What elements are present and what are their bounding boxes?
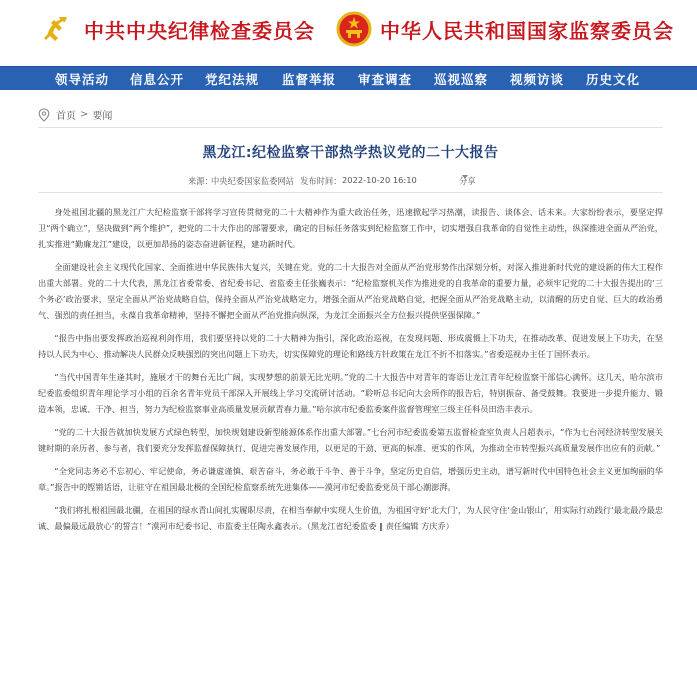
article-body [38,204,663,541]
source-label: 来源： [188,176,213,186]
article-paragraph: “报告中指出要发挥政治巡视利剑作用，我们要坚持以党的二十大精神为指引，深化政治巡视，在发现问题、形成震慑上下功夫，在推动改革、促进发展上下功夫，在坚持以人民为中心、推动解决人民群众反映强烈的突出问题上下功夫，切实保障党的理论和路线方针政策在龙江不折不扣落实。”省委巡视办主任丁国怀表示。 [38,333,663,359]
divider [38,192,663,193]
party-emblem-icon [40,11,76,47]
nsc-brand-text: 中华人民共和国国家监察委员会 [380,18,674,43]
article-paragraph: “我们将扎根祖国最北疆，在祖国的绿水青山间扎实履职尽责，在相当奉献中实现人生价值，为祖国守好‘北大门’，为人民守住‘金山银山’，用实际行动践行‘最北最冷最忠诚、最偏最远最放心’的誓言！”漠河市纪委书记、市监委主任陶永鑫表示。（黑龙江省纪委监委 ‖ 责任编辑 方庆乔） [38,505,663,531]
national-emblem-icon [336,11,372,47]
article-paragraph: “当代中国青年生逢其时，施展才干的舞台无比广阔，实现梦想的前景无比光明。”党的二十大报告中对青年的寄语让龙江青年纪检监察干部信心满怀。这几天，哈尔滨市纪委监委组织青年理论学习小组的百余名青年党员干部深入开展线上学习交流研讨活动。“聆听总书记向大会所作的报告后，特别振奋、备受鼓舞。我要进一步提升能力、锻造本领，忠诚、干净、担当，努力为纪检监察事业高质量发展贡献青春力量。”哈尔滨市纪委监委案件监督管理室三级主任科员田浩丰表示。 [38,372,663,414]
article-paragraph: “党的二十大报告就加快发展方式绿色转型，加快规划建设新型能源体系作出重大部署。”七台河市纪委监委第五监督检查室负责人吕超表示，“作为七台河经济转型发展关键时期的亲历者、参与者，我们要充分发挥监督保障执行、促进完善发展作用，以更足的干劲、更高的标准、更实的作风，为推动全市转型振兴高质量发展作出应有的贡献。” [38,427,663,453]
divider [38,127,663,128]
breadcrumb-home[interactable]: 首页 [56,111,76,122]
nav-item-history[interactable]: 历史文化 [586,72,641,87]
site-header [0,0,697,66]
nav-item-report[interactable]: 监督举报 [282,72,337,87]
breadcrumb [38,107,112,122]
nav-item-investigation[interactable]: 审查调查 [358,72,413,87]
location-pin-icon [38,108,50,122]
main-nav [0,66,697,90]
breadcrumb-separator: > [80,109,89,120]
breadcrumb-current[interactable]: 要闻 [92,111,113,122]
article-title: 黑龙江:纪检监察干部热学热议党的二十大报告 [202,145,499,161]
nav-item-regulations[interactable]: 党纪法规 [205,72,260,87]
share-label: 分享 [459,176,476,186]
time-label: 发布时间： [300,176,342,186]
article-paragraph: 全面建设社会主义现代化国家、全面推进中华民族伟大复兴，关键在党。党的二十大报告对全面从严治党形势作出深刻分析，对深入推进新时代党的建设新的伟大工程作出重大部署。党的二十大代表，黑龙江省委常委、省纪委书记、省监委主任张巍表示：“纪检监察机关作为推进党的自我革命的重要力量，必须牢记党的二十大报告提出的‘三个务必’政治要求，坚定全面从严治党战略自信，保持全面从严治党战略定力，增强全面从严治党战略自觉，把握全面从严治党战略主动，以清醒的历史自觉、巨大的政治勇气、强烈的责任担当，永葆自我革命精神，坚持不懈把全面从严治党推向纵深，为龙江全面振兴全方位振兴提供坚强保障。” [38,262,663,320]
publish-time: 2022-10-20 16:10 [342,175,417,185]
source-value: 中央纪委国家监委网站 [211,176,294,186]
nav-item-leadership[interactable]: 领导活动 [55,72,110,87]
nav-item-inspection[interactable]: 巡视巡察 [434,72,489,87]
nsc-brand[interactable] [336,11,674,47]
article-paragraph: “全党同志务必不忘初心、牢记使命，务必谦虚谨慎、艰苦奋斗，务必敢于斗争、善于斗争，坚定历史自信，增强历史主动，谱写新时代中国特色社会主义更加绚丽的华章。”报告中的铿锵话语，让驻守在祖国最北极的全国纪检监察系统先进集体——漠河市纪委监委党员干部心潮澎湃。 [38,466,663,492]
article-meta [38,175,663,189]
chevron-down-icon [462,175,468,179]
ccdi-brand[interactable] [40,11,315,47]
nav-item-information[interactable]: 信息公开 [130,72,185,87]
article-paragraph: 身处祖国北疆的黑龙江广大纪检监察干部将学习宣传贯彻党的二十大精神作为重大政治任务，迅速掀起学习热潮，读报告、谈体会、话未来。大家纷纷表示，要坚定捍卫“两个确立”，坚决做到“两个维护”，把党的二十大作出的部署要求，确定的目标任务落实到纪检监察工作中，切实增强自我革命的自觉性主动性，纵深推进全面从严治党，扎实推进“勤廉龙江”建设，以更加昂扬的姿态奋进新征程，建功新时代。 [38,207,663,249]
nav-item-video[interactable]: 视频访谈 [510,72,565,87]
ccdi-brand-text: 中共中央纪律检查委员会 [84,18,315,43]
